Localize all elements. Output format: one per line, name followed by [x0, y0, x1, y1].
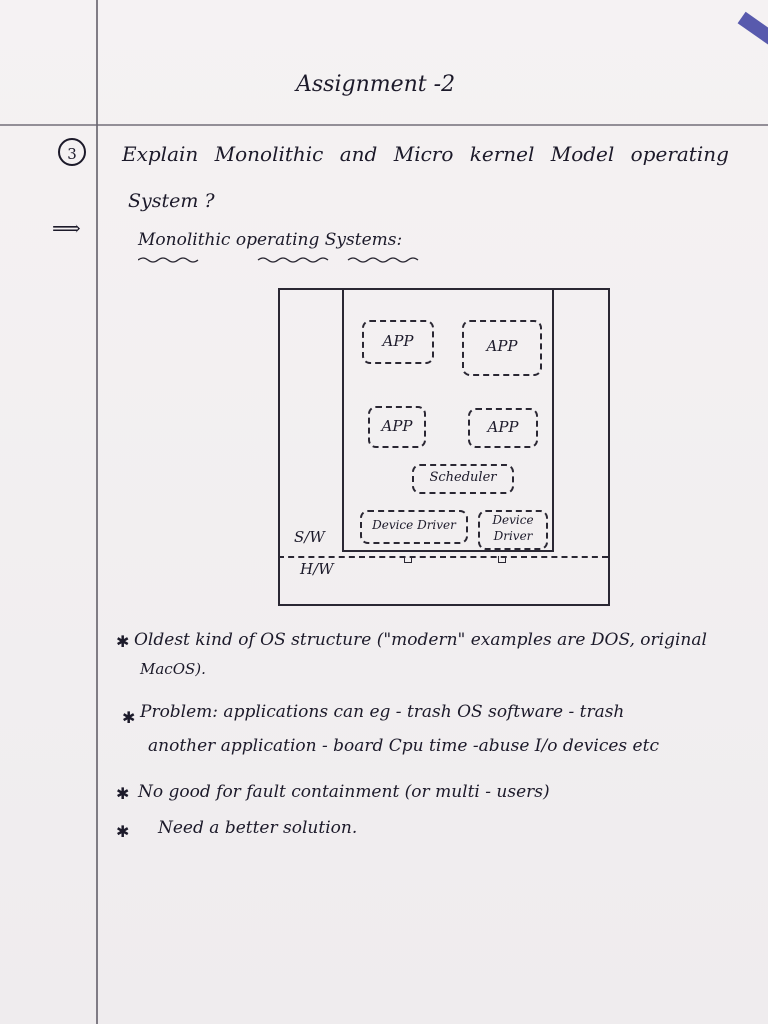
- bullet-1-line2: MacOS).: [140, 660, 206, 678]
- device-driver-box-1: Device Driver: [360, 510, 468, 544]
- answer-arrow: ⟹: [52, 216, 81, 240]
- page-title: Assignment -2: [296, 72, 456, 97]
- hardware-label: H/W: [300, 560, 334, 578]
- bullet-3-text: No good for fault containment (or multi - users): [138, 782, 550, 802]
- app-box-1: APP: [362, 320, 434, 364]
- bullet-2-line2: another application - board Cpu time -abuse I/o devices etc: [148, 736, 659, 756]
- sw-hw-divider: [278, 556, 608, 558]
- app-box-4: APP: [468, 408, 538, 448]
- port-connector-2: [498, 556, 506, 563]
- port-connector-1: [404, 556, 412, 563]
- corner-ribbon: [738, 12, 768, 46]
- app-box-2: APP: [462, 320, 542, 376]
- question-text-line1: Explain Monolithic and Micro kernel Model operating: [122, 142, 729, 166]
- monolithic-diagram: [278, 288, 608, 606]
- bullet-marker-2: ✱: [122, 708, 136, 727]
- bullet-marker-3: ✱: [116, 784, 130, 803]
- app-box-3: APP: [368, 406, 426, 448]
- bullet-2-line1: Problem: applications can eg - trash OS software - trash: [140, 702, 625, 722]
- bullet-4-text: Need a better solution.: [158, 818, 358, 838]
- bullet-1-line1: Oldest kind of OS structure ("modern" examples are DOS, original: [134, 630, 707, 650]
- question-number: 3: [58, 138, 86, 166]
- section-heading: Monolithic operating Systems:: [138, 230, 403, 250]
- bullet-marker-4: ✱: [116, 822, 130, 841]
- device-driver-box-2: Device Driver: [478, 510, 548, 550]
- scheduler-box: Scheduler: [412, 464, 514, 494]
- header-line: [0, 124, 768, 126]
- heading-underline: [138, 256, 438, 264]
- bullet-marker-1: ✱: [116, 632, 130, 651]
- question-text-line2: System ?: [128, 190, 215, 212]
- margin-line: [96, 0, 98, 1024]
- software-label: S/W: [294, 528, 325, 546]
